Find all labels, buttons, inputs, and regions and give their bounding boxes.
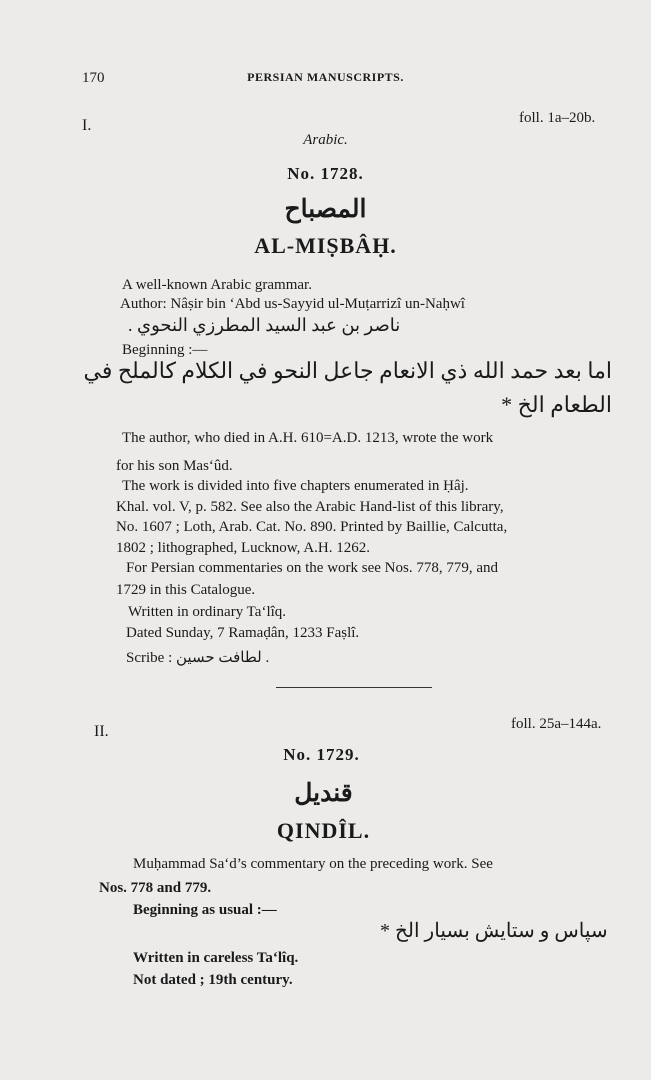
page-number: 170	[82, 70, 105, 86]
dated-line: Not dated ; 19th century.	[133, 972, 293, 988]
scribe-line: Scribe : لطافت حسين .	[126, 650, 270, 666]
entry-title: QINDÎL.	[276, 818, 371, 843]
body-line: For Persian commentaries on the work see Nos. 778, 779, and	[126, 560, 499, 576]
body-line: The author, who died in A.H. 610=A.D. 1213, wrote the work	[122, 430, 494, 446]
body-line: 1729 in this Catalogue.	[116, 582, 256, 598]
body-line: No. 1607 ; Loth, Arab. Cat. No. 890. Printed by Baillie, Calcutta,	[116, 519, 508, 535]
section-divider	[276, 687, 432, 688]
entry-arabic-title: قنديل	[294, 780, 353, 807]
dated-line: Dated Sunday, 7 Ramaḍân, 1233 Faṣlî.	[126, 625, 360, 641]
body-line: 1802 ; lithographed, Lucknow, A.H. 1262.	[116, 540, 370, 556]
entry-number: No. 1729.	[283, 745, 360, 764]
author-arabic-line: ناصر بن عبد السيد المطرزي النحوي .	[128, 315, 401, 335]
beginning-arabic-continuation: الطعام الخ *	[501, 392, 612, 417]
entry-folios: foll. 1a–20b.	[519, 110, 596, 126]
body-line: The work is divided into five chapters enumerated in Ḥâj.	[122, 478, 469, 494]
body-line: for his son Mas‘ûd.	[116, 458, 233, 474]
beginning-arabic-line: سپاس و ستايش بسيار الخ *	[380, 920, 608, 942]
entry-folios: foll. 25a–144a.	[511, 716, 602, 732]
body-line: Khal. vol. V, p. 582. See also the Arabic Hand-list of this library,	[116, 499, 504, 515]
entry-number: No. 1728.	[287, 164, 364, 183]
entry-arabic-title: المصباح	[284, 196, 367, 223]
body-line: Nos. 778 and 779.	[99, 880, 212, 896]
author-line: Author: Nâṣir bin ‘Abd us-Sayyid ul-Muṭarrizî un-Naḥwî	[120, 296, 465, 312]
running-title: PERSIAN MANUSCRIPTS.	[247, 70, 404, 84]
beginning-arabic-line: اما بعد حمد الله ذي الانعام جاعل النحو في الكلام كالملح في	[83, 358, 612, 383]
script-line: Written in careless Ta‘lîq.	[133, 950, 299, 966]
beginning-label: Beginning as usual :—	[133, 902, 277, 918]
beginning-label: Beginning :—	[122, 342, 208, 358]
body-line: Muḥammad Sa‘d’s commentary on the preceding work. See	[133, 856, 493, 872]
entry-title: AL-MIṢBÂḤ.	[254, 233, 397, 258]
entry-roman-numeral: I.	[82, 117, 92, 134]
description-line: A well-known Arabic grammar.	[122, 277, 312, 293]
entry-roman-numeral: II.	[94, 723, 109, 740]
entry-language: Arabic.	[303, 132, 348, 148]
body-line: Written in ordinary Ta‘lîq.	[128, 604, 287, 620]
